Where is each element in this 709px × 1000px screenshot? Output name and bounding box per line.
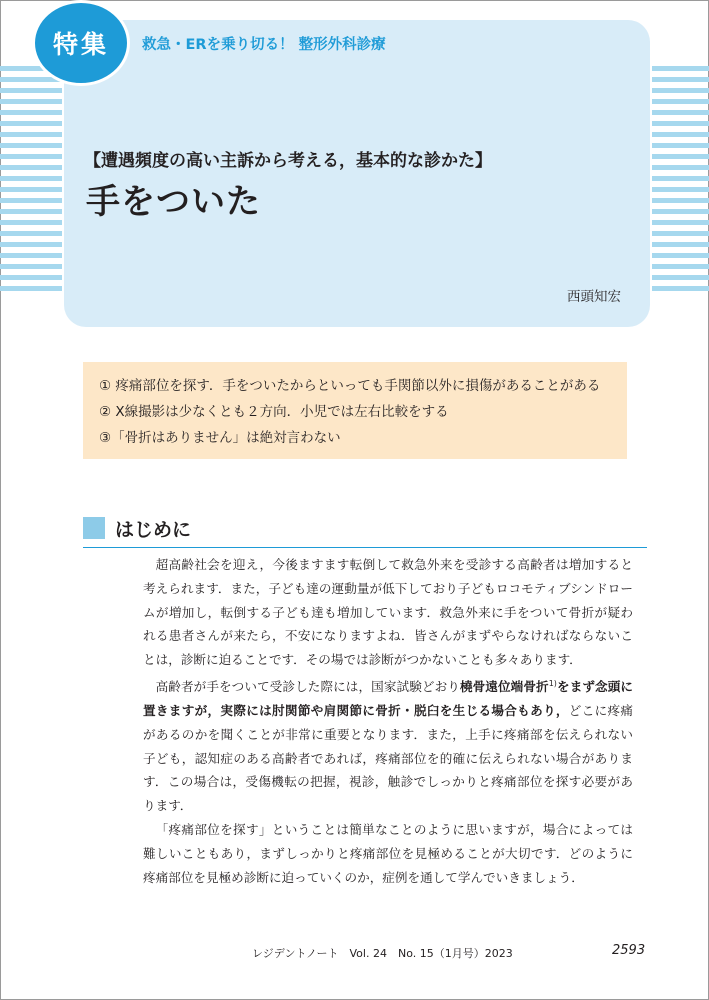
key-point-3: ③「骨折はありません」は絶対言わない	[99, 430, 341, 446]
section-heading: はじめに	[115, 519, 192, 541]
decorative-stripes-left	[0, 66, 62, 297]
reference-marker: 1)	[548, 678, 557, 688]
paragraph-2-text: 高齢者が手をついて受診した際には，国家試験どおり	[155, 679, 460, 695]
article-body	[143, 553, 633, 889]
journal-info: レジデントノート Vol. 24 No. 15（1月号）2023	[252, 947, 513, 960]
section-square-icon	[83, 517, 105, 539]
paragraph-2-text-cont: どこに疼痛があるのかを聞くことが非常に重要となります．また，上手に疼痛部を伝えられない子ども，認知症のある高齢者であれば，疼痛部位を的確に伝えられない場合があります．この場合は，受傷機転の把握，視診，触診でしっかりと疼痛部位を探す必要があります．	[143, 702, 634, 814]
paragraph-2	[143, 672, 633, 818]
key-point-1: ① 疼痛部位を探す．手をついたからといっても手関節以外に損傷があることがある	[99, 378, 601, 394]
paragraph-2-bold-term: 橈骨遠位端骨折	[459, 679, 549, 695]
section-header	[83, 515, 647, 548]
page-number: 2593	[612, 943, 646, 958]
paragraph-1: 超高齢社会を迎え，今後ますます転倒して救急外来を受診する高齢者は増加すると考えられます．また，子ども達の運動量が低下しており子どもロコモティブシンドロームが増加し，転倒する子ども達も増加しています．救急外来に手をついて骨折が疑われる患者さんが来たら，不安になりますよね．皆さんがまずやらなければならないことは，診断に迫ることです．その場では診断がつかないことも多々あります．	[143, 557, 633, 668]
series-label: 救急・ERを乗り切る！ 整形外科診療	[142, 37, 386, 53]
key-points-box	[83, 362, 627, 459]
paragraph-3: 「疼痛部位を探す」ということは簡単なことのように思いますが，場合によっては難しいこともあり，まずしっかりと疼痛部位を見極めることが大切です．どのように疼痛部位を見極め診断に迫っていくのか，症例を通して学んでいきましょう．	[143, 821, 633, 885]
feature-badge: 特集	[32, 0, 130, 86]
article-subtitle: 【遭遇頻度の高い主訴から考える，基本的な診かた】	[84, 151, 492, 171]
article-author: 西頭知宏	[567, 289, 621, 305]
key-point-2: ② X線撮影は少なくとも２方向．小児では左右比較をする	[99, 404, 449, 420]
paragraph-2-bold-emphasis: をまず念頭に置きますが，実際には肘関節や肩関節に骨折・脱臼を生じる場合もあり，	[143, 679, 634, 718]
decorative-stripes-right	[652, 66, 709, 297]
article-title: 手をついた	[86, 182, 261, 222]
